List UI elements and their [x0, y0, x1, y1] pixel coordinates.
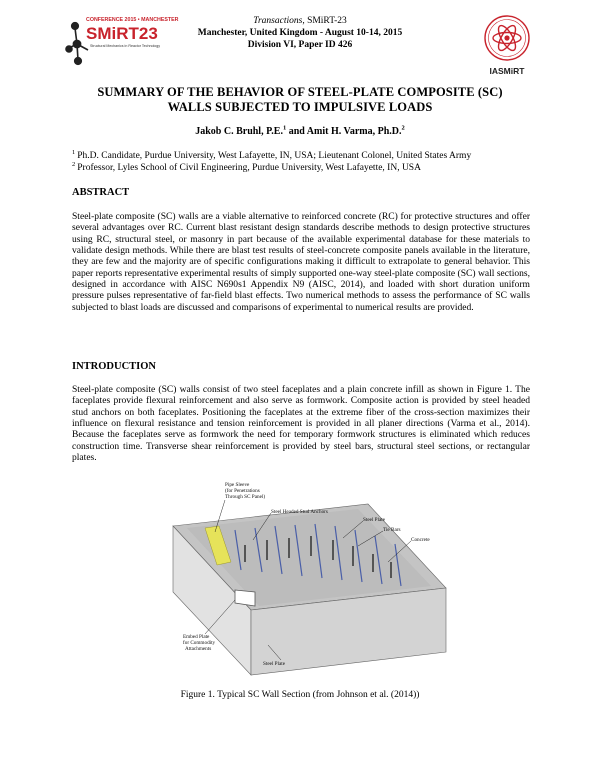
introduction-paragraph: Steel-plate composite (SC) walls consist of two steel faceplates and a plain concrete infill as shown in Figure 1. The faceplates provide flexural reinforcement and also serve as formwork. Composite action is provided by steel headed stud anchors on both faceplates. Positioning the faceplates at the extreme fiber of the cross-section maximizes their influence on flexural resistance and tension reinforcement is provided in all planer directions (Varma et al., 2014). Because the faceplates serve as formwork the need for temporary formwork structures is eliminated which reduces construction time. Transverse shear reinforcement is provided by steel bars, structural steel sections, or rectangular plates. — [72, 384, 530, 464]
paper-title: SUMMARY OF THE BEHAVIOR OF STEEL-PLATE COMPOSITE (SC) WALLS SUBJECTED TO IMPULSIVE LOADS — [97, 85, 503, 114]
label-steel-plate-bottom: Steel Plate — [263, 661, 286, 667]
affiliation-2: $^2$ Professor, Lyles School of Civil Engineering, Purdue University, West Lafayette, IN, USA — [72, 160, 421, 173]
affiliation-1: $^1$ Ph.D. Candidate, Purdue University, West Lafayette, IN, USA; Lieutenant Colonel, United States Army — [72, 148, 472, 161]
sc-wall-figure — [163, 470, 453, 682]
introduction-heading: INTRODUCTION — [72, 361, 157, 372]
abstract-paragraph: Steel-plate composite (SC) walls are a viable alternative to reinforced concrete (RC) for protective structures and offer several advantages over RC. Current blast resistant design standards describe methods to design protective structures using RC, structural steel, or masonry in part because of the available experimental database for these materials to validate design methods. While there are blast test results of steel-concrete composite panels available in the literature, they are few and the majority are of specific configurations making it difficult to extrapolate to general behavior. This paper reports representative experimental results of simply supported one-way steel-plate composite (SC) wall sections, designed in accordance with AISC N690s1 Appendix N9 (AISC, 2014), and loaded with short duration uniform pressure pulses representative of far-field blast effects. Two numerical methods to assess the performance of SC walls subjected to blast loads are discussed and comparisons of experimental to numerical results are provided. — [72, 211, 530, 313]
label-embed-plate-2: for Commodity — [183, 640, 216, 646]
logo-smirt23: SMiRT23 — [86, 24, 158, 43]
label-stud-anchors: Steel Headed Stud Anchors — [271, 509, 328, 515]
label-embed-plate: Embed Plate — [183, 634, 210, 640]
label-concrete: Concrete — [411, 537, 430, 543]
journal-line: Transactions, SMiRT-23 — [253, 16, 347, 26]
author-line: Jakob C. Bruhl, P.E.$^1$ and Amit H. Varma, Ph.D.$^2$ — [195, 124, 405, 137]
label-pipe-sleeve: Pipe Sleeve — [225, 482, 250, 488]
label-steel-plate-top: Steel Plate — [363, 517, 386, 523]
label-pipe-sleeve-3: Through SC Panel) — [225, 494, 266, 500]
embed-plate — [235, 590, 255, 606]
label-pipe-sleeve-2: (for Penetrations — [225, 488, 260, 494]
iasmirt-logo — [478, 10, 536, 80]
label-embed-plate-3: Attachments — [185, 646, 212, 652]
logo-conference-line: CONFERENCE 2015 • MANCHESTER — [86, 17, 179, 23]
iasmirt-text: IASMiRT — [489, 66, 525, 76]
label-tie-bars: Tie Bars — [383, 527, 401, 533]
figure-caption: Figure 1. Typical SC Wall Section (from Johnson et al. (2014)) — [180, 690, 420, 700]
location-date: Manchester, United Kingdom - August 10-14, 2015 — [197, 28, 403, 38]
abstract-heading: ABSTRACT — [72, 187, 130, 198]
division-paper-id: Division VI, Paper ID 426 — [247, 40, 353, 50]
logo-subtitle: Structural Mechanics in Reactor Technology — [90, 44, 161, 48]
